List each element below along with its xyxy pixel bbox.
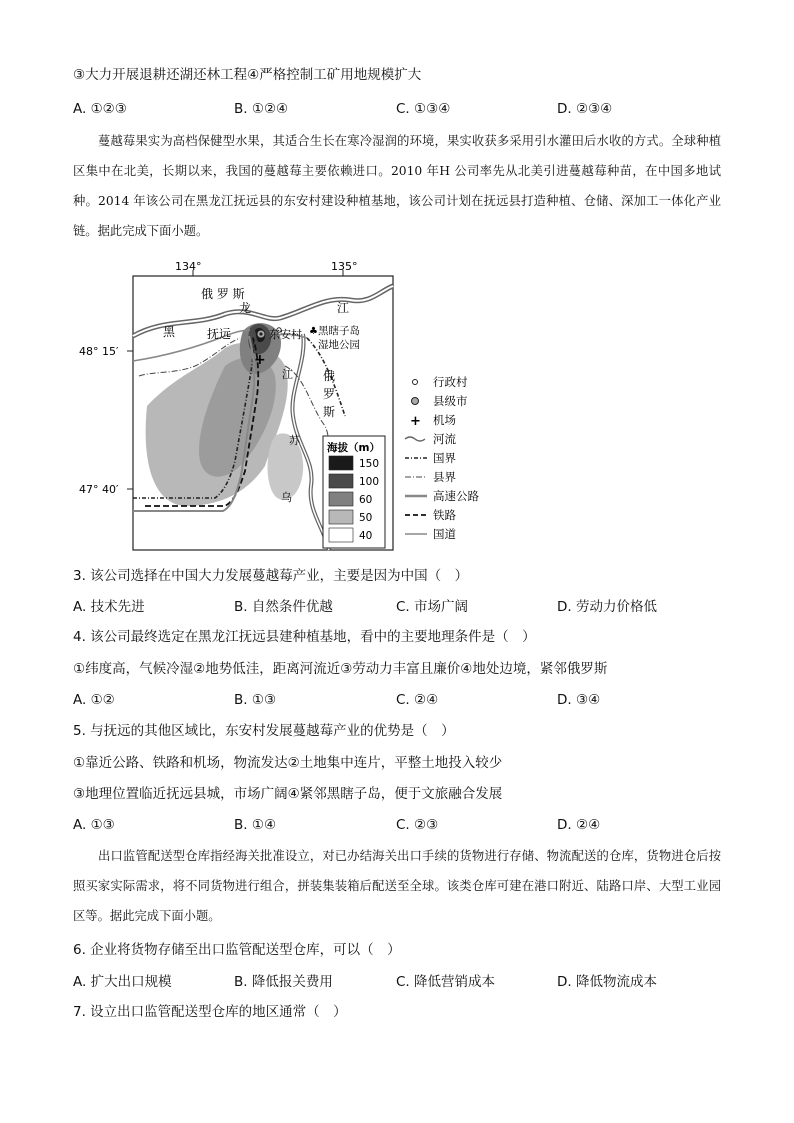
county-city-dot [259, 332, 262, 335]
q3-option-c[interactable]: C. 市场广阔 [396, 599, 469, 615]
fuyuan-map-figure [75, 256, 515, 552]
q5-statement-2: ③地理位置临近抚远县城，市场广阔④紧邻黑瞎子岛，便于文旅融合发展 [73, 786, 503, 802]
label-jiang: 江 [337, 301, 350, 315]
q4-statement: ①纬度高，气候冷湿②地势低洼，距离河流近③劳动力丰富且廉价④地处边境，紧邻俄罗斯 [73, 661, 608, 677]
label-russia-top: 俄 罗 斯 [201, 287, 245, 301]
elevation-label-40: 40 [359, 530, 373, 542]
legend-label-1: 县级市 [433, 394, 468, 408]
q6-stem: 6. 企业将货物存储至出口监管配送型仓库，可以（ ） [73, 942, 401, 958]
lon-label-135: 135° [331, 260, 358, 273]
elevation-label-50: 50 [359, 512, 373, 524]
q3-option-b[interactable]: B. 自然条件优越 [234, 599, 333, 615]
elevation-swatch-40 [329, 528, 353, 542]
label-su: 苏 [289, 434, 300, 447]
label-long: 龙 [239, 301, 252, 315]
label-hei: 黑 [163, 325, 176, 339]
passage-warehouse: 出口监管配送型仓库指经海关批准设立，对已办结海关出口手续的货物进行存储、物流配送的仓库，货物进仓后按照买家实际需求，将不同货物进行组合，拼装集装箱后配送至全球。该类仓库可建在港口附近、陆路口岸、大型工业园区等。据此完成下面小题。 [73, 849, 721, 923]
q6-option-c[interactable]: C. 降低营销成本 [396, 974, 496, 990]
elevation-swatch-60 [329, 492, 353, 506]
q5-option-a[interactable]: A. ①③ [73, 817, 115, 833]
label-russia-r2: 罗 [323, 387, 336, 401]
q5-option-c[interactable]: C. ②③ [396, 817, 439, 833]
q5-option-d[interactable]: D. ②④ [557, 817, 601, 833]
option-b[interactable]: B. ①②④ [234, 101, 289, 117]
symbol-legend [405, 375, 479, 541]
q3-stem: 3. 该公司选择在中国大力发展蔓越莓产业，主要是因为中国（ ） [73, 568, 469, 584]
q5-stem: 5. 与抚远的其他区域比，东安村发展蔓越莓产业的优势是（ ） [73, 723, 455, 739]
q5-option-b[interactable]: B. ①④ [234, 817, 277, 833]
label-island: 黑瞎子岛 [318, 325, 360, 337]
q7-stem: 7. 设立出口监管配送型仓库的地区通常（ ） [73, 1004, 347, 1020]
legend-label-8: 国道 [433, 527, 456, 541]
label-fuyuan: 抚远 [207, 327, 232, 341]
q3-option-d[interactable]: D. 劳动力价格低 [557, 599, 657, 615]
option-d[interactable]: D. ②③④ [557, 101, 613, 117]
q6-option-a[interactable]: A. 扩大出口规模 [73, 974, 172, 990]
label-island-symbol: ♣ [309, 326, 318, 337]
q5-statement-1: ①靠近公路、铁路和机场，物流发达②土地集中连片，平整土地投入较少 [73, 755, 503, 771]
legend-label-0: 行政村 [433, 375, 468, 389]
elevation-label-60: 60 [359, 494, 373, 506]
legend-symbol-0 [413, 380, 418, 385]
lat-label-4740: 47° 40′ [79, 483, 119, 496]
legend-symbol-1 [412, 398, 419, 405]
label-jiang2: 江 [282, 368, 293, 381]
legend-label-3: 河流 [433, 432, 456, 446]
lon-label-134: 134° [175, 260, 202, 273]
q4-option-b[interactable]: B. ①③ [234, 692, 277, 708]
q4-stem: 4. 该公司最终选定在黑龙江抚远县建种植基地，看中的主要地理条件是（ ） [73, 629, 536, 645]
airport-symbol: + [254, 352, 266, 368]
elevation-label-150: 150 [359, 458, 380, 470]
lat-label-4815: 48° 15′ [79, 345, 119, 358]
label-park: 湿地公园 [318, 339, 360, 351]
legend-label-4: 国界 [433, 451, 456, 465]
elevation-swatch-150 [329, 456, 353, 470]
q4-option-d[interactable]: D. ③④ [557, 692, 601, 708]
option-a[interactable]: A. ①②③ [73, 101, 127, 117]
elevation-label-100: 100 [359, 476, 380, 488]
elevation-swatch-100 [329, 474, 353, 488]
label-dongan: 东安村 [269, 328, 302, 341]
label-russia-r3: 斯 [323, 405, 336, 419]
q4-option-c[interactable]: C. ②④ [396, 692, 439, 708]
q3-option-a[interactable]: A. 技术先进 [73, 599, 145, 615]
q6-option-b[interactable]: B. 降低报关费用 [234, 974, 333, 990]
q4-option-a[interactable]: A. ①② [73, 692, 115, 708]
legend-label-7: 铁路 [433, 508, 456, 522]
legend-title: 海拔（m） [327, 442, 380, 454]
legend-symbol-3 [405, 437, 425, 441]
legend-label-5: 县界 [433, 470, 456, 484]
legend-symbol-2: + [410, 414, 421, 429]
label-russia-r1: 俄 [323, 369, 336, 383]
option-c[interactable]: C. ①③④ [396, 101, 451, 117]
q6-option-d[interactable]: D. 降低物流成本 [557, 974, 657, 990]
legend-label-2: 机场 [433, 413, 456, 427]
statement-line: ③大力开展退耕还湖还林工程④严格控制工矿用地规模扩大 [73, 67, 422, 83]
passage-cranberry: 蔓越莓果实为高档保健型水果，其适合生长在寒冷湿润的环境，果实收获多采用引水灌田后水收的方式。全球种植区集中在北美，长期以来，我国的蔓越莓主要依赖进口。2010 年H 公司率先从北美引进蔓越莓种苗，在中国多地试种。2014 年该公司在黑龙江抚远县的东安村建设种植基地，该公司计划在抚远县打造种植、仓储、深加工一体化产业链。据此完成下面小题。 [73, 134, 721, 238]
legend-label-6: 高速公路 [433, 489, 479, 503]
label-wu: 乌 [281, 491, 292, 504]
elevation-swatch-50 [329, 510, 353, 524]
